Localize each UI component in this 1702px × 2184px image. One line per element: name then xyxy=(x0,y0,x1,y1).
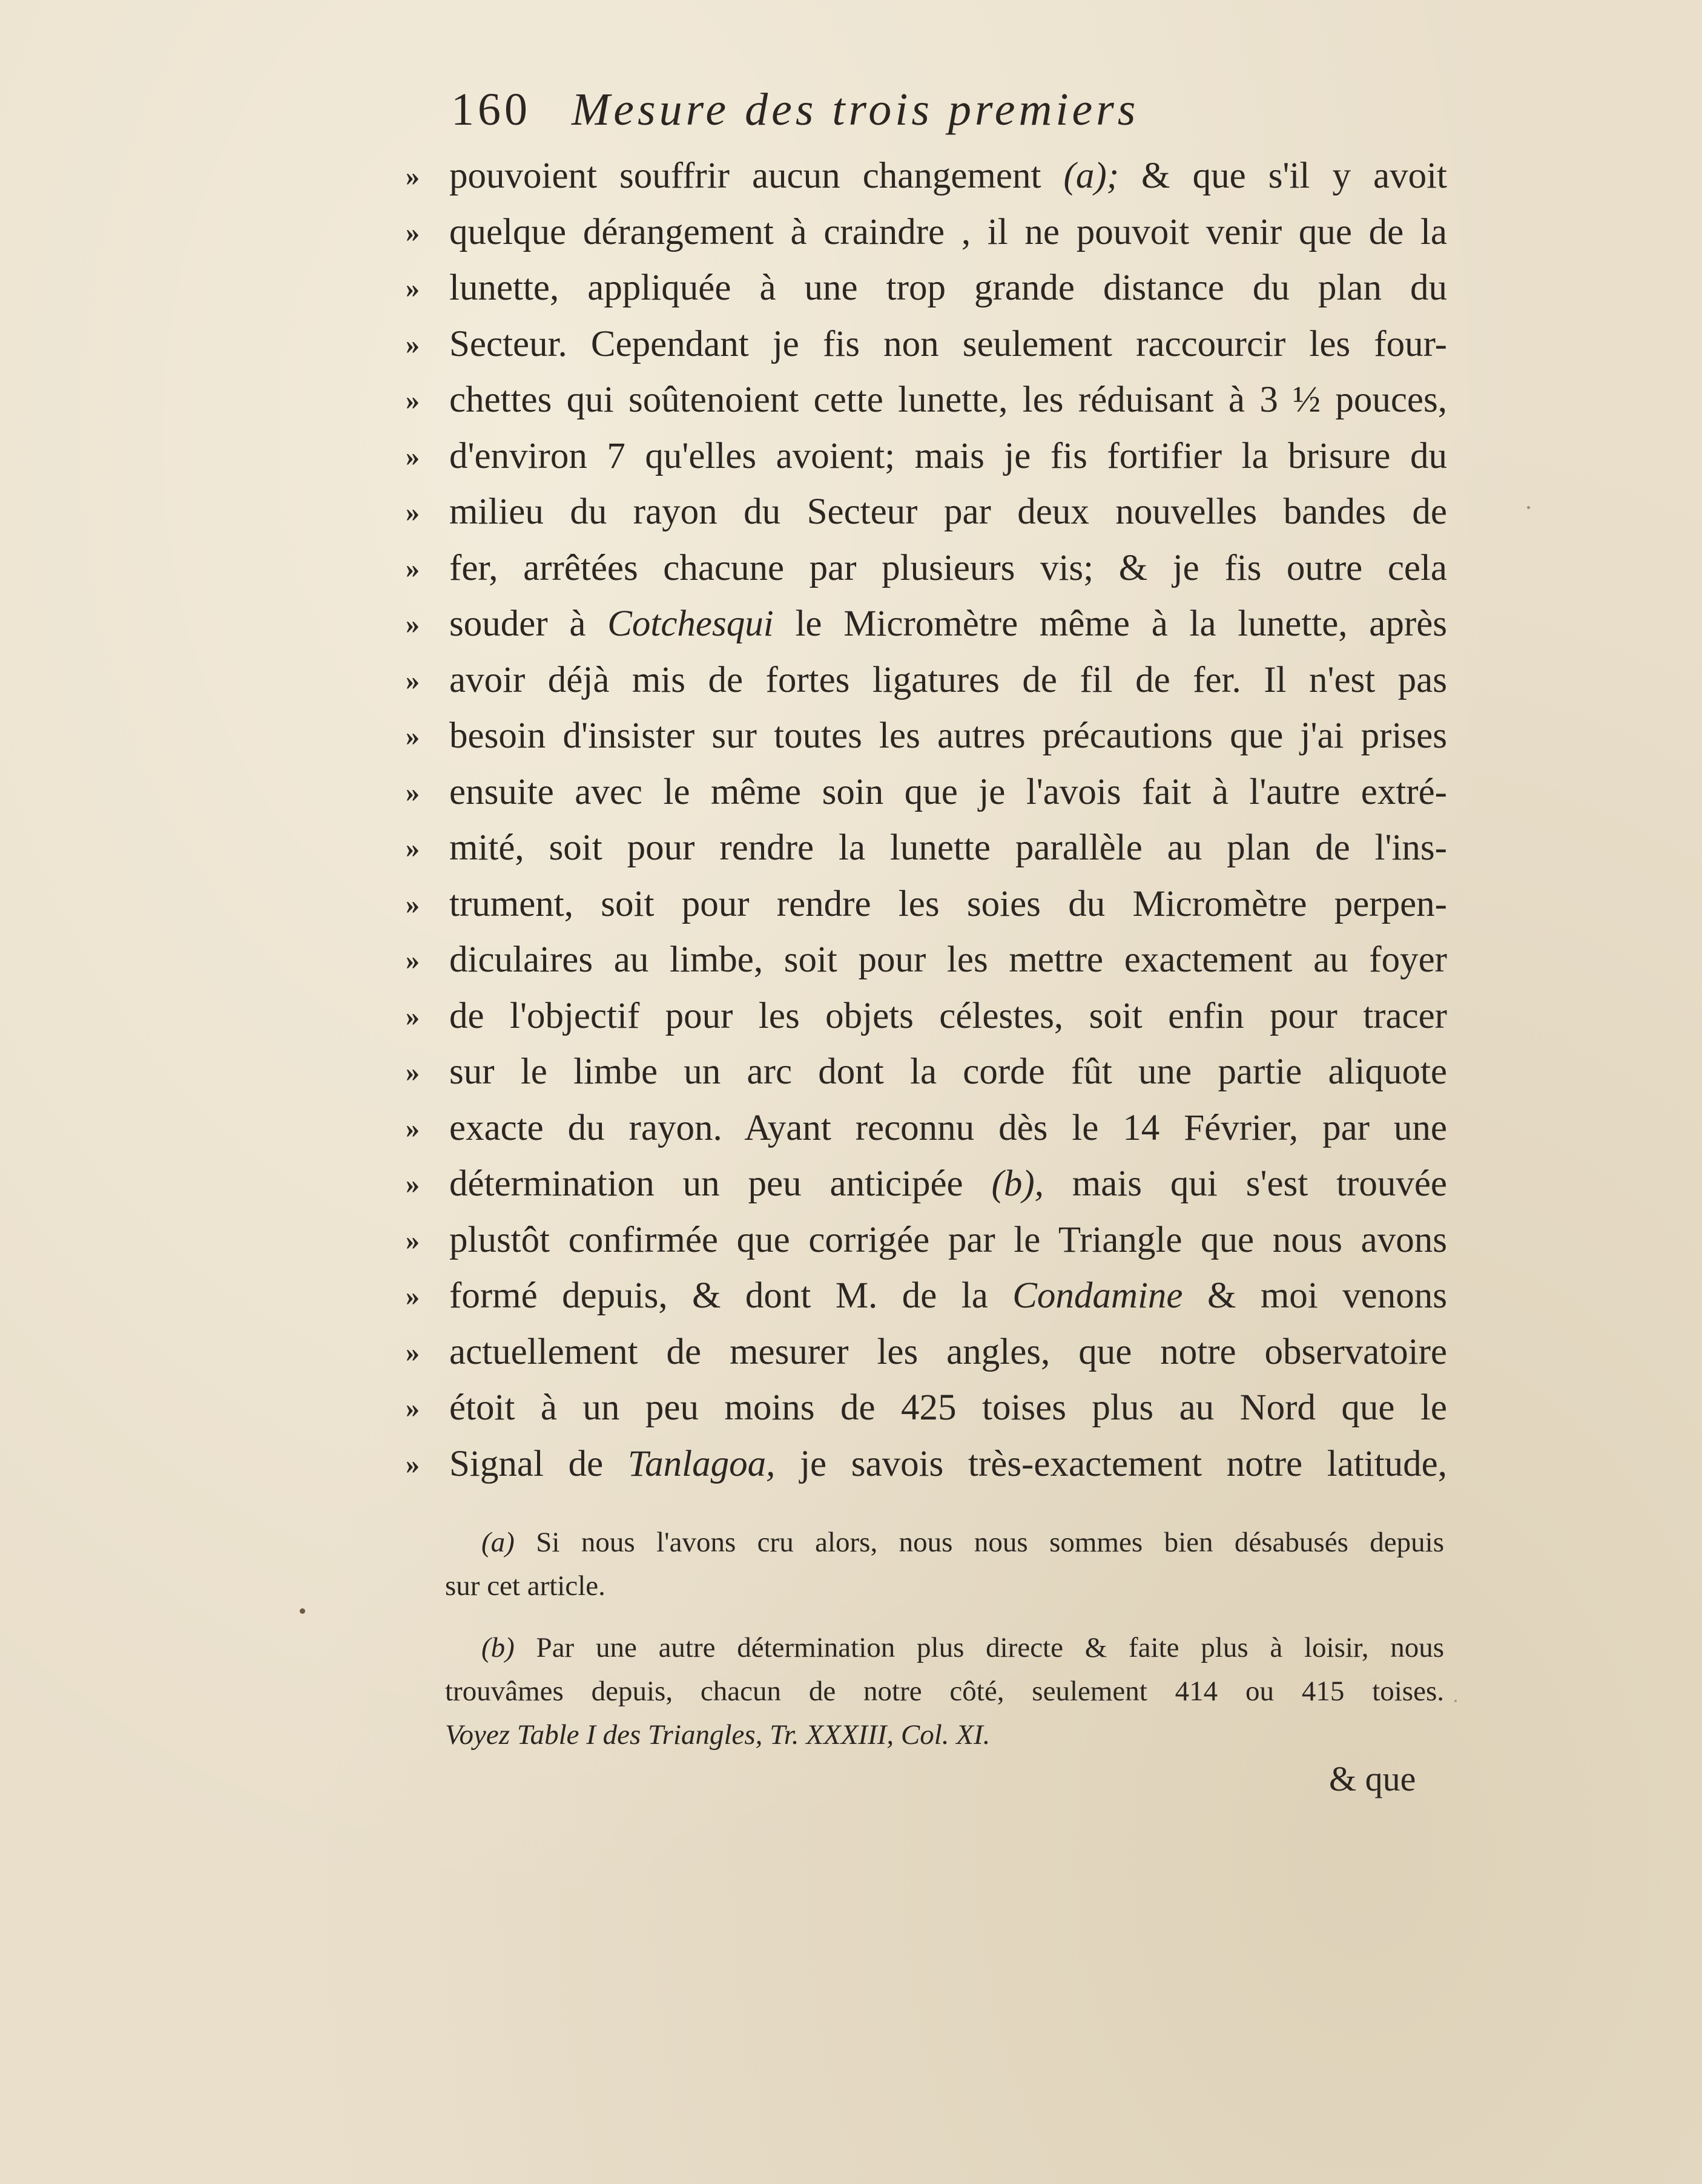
text-line xyxy=(406,765,1447,821)
text-line xyxy=(406,372,1447,429)
footnote-line xyxy=(445,1669,1444,1713)
text-run: ensuite avec le même soin que je l'avois fait à l'autre extré- xyxy=(449,771,1447,812)
text-run: & que s'il y avoit xyxy=(1118,156,1447,196)
text-run: mais qui s'est trouvée xyxy=(1043,1163,1448,1204)
italic-text: (b), xyxy=(991,1163,1044,1204)
quote-mark: » xyxy=(406,608,420,639)
text-run: & moi venons xyxy=(1182,1275,1447,1316)
text-run: pouvoient souffrir aucun changement xyxy=(449,156,1064,196)
italic-text: Tanlagoa, xyxy=(627,1443,776,1484)
text-run: trouvâmes depuis, chacun de notre côté, seulement 414 ou 415 toises. xyxy=(445,1676,1444,1707)
page-number: 160 xyxy=(451,84,531,135)
text-run: Par une autre détermination plus directe & faite plus à loisir, nous xyxy=(514,1632,1444,1663)
text-line xyxy=(406,1268,1447,1324)
italic-text: Voyez Table I des Triangles, Tr. XXXIII, Col. XI. xyxy=(445,1719,991,1751)
text-run: diculaires au limbe, soit pour les mettre exactement au foyer xyxy=(449,939,1447,980)
text-line xyxy=(406,932,1447,988)
quote-mark: » xyxy=(406,720,420,751)
footnotes xyxy=(445,1521,1444,1775)
text-run: souder à xyxy=(449,604,608,644)
text-run: plustôt confirmée que corrigée par le Triangle que nous avons xyxy=(449,1219,1447,1260)
quote-mark: » xyxy=(406,1224,420,1255)
line-text xyxy=(449,317,1447,373)
text-line xyxy=(406,988,1447,1045)
footnote-line xyxy=(445,1713,1444,1757)
line-text xyxy=(449,877,1447,933)
italic-text: Condamine xyxy=(1012,1275,1183,1316)
quote-mark: » xyxy=(406,160,420,191)
line-text xyxy=(449,1436,1447,1493)
quote-mark: » xyxy=(406,440,420,472)
text-line xyxy=(406,1100,1447,1157)
line-text xyxy=(449,205,1447,261)
text-run: fer, arrêtées chacune par plusieurs vis; & je fis outre cela xyxy=(449,547,1447,588)
text-line xyxy=(406,541,1447,597)
quote-mark: » xyxy=(406,1168,420,1199)
text-line xyxy=(406,205,1447,261)
text-line xyxy=(406,708,1447,765)
quote-mark: » xyxy=(406,1448,420,1479)
quote-mark: » xyxy=(406,776,420,807)
quote-mark: » xyxy=(406,1112,420,1143)
line-text xyxy=(449,932,1447,988)
paper-speck xyxy=(1454,1700,1457,1702)
text-line xyxy=(406,820,1447,877)
line-text xyxy=(449,260,1447,317)
text-run: de l'objectif pour les objets célestes, soit enfin pour tracer xyxy=(449,995,1447,1036)
text-line xyxy=(406,1212,1447,1269)
quote-mark: » xyxy=(406,1392,420,1423)
paper-speck xyxy=(300,1608,305,1614)
line-text xyxy=(449,484,1447,541)
line-text xyxy=(449,596,1447,653)
text-line xyxy=(406,653,1447,709)
italic-text: (a) xyxy=(481,1527,515,1558)
text-run: détermination un peu anticipée xyxy=(449,1163,992,1204)
footnote-line xyxy=(445,1564,1444,1608)
quote-mark: » xyxy=(406,272,420,303)
quote-mark: » xyxy=(406,216,420,248)
text-run: exacte du rayon. Ayant reconnu dès le 14 Février, par une xyxy=(449,1107,1447,1148)
main-text xyxy=(406,148,1447,1492)
text-line xyxy=(406,596,1447,653)
quote-mark: » xyxy=(406,1280,420,1311)
text-run: d'environ 7 qu'elles avoient; mais je fis fortifier la brisure du xyxy=(449,435,1447,476)
italic-text: (a); xyxy=(1063,156,1119,196)
running-title: Mesure des trois premiers xyxy=(572,84,1140,135)
quote-mark: » xyxy=(406,888,420,919)
quote-mark: » xyxy=(406,664,420,696)
text-run: chettes qui soûtenoient cette lunette, les réduisant à 3 ½ pouces, xyxy=(449,380,1447,420)
text-run: avoir déjà mis de fortes ligatures de fil de fer. Il n'est pas xyxy=(449,659,1447,700)
footnote-line xyxy=(445,1521,1444,1564)
quote-mark: » xyxy=(406,384,420,415)
footnote xyxy=(445,1521,1444,1608)
text-line xyxy=(406,1380,1447,1436)
italic-text: (b) xyxy=(481,1632,515,1663)
text-run: trument, soit pour rendre les soies du Micromètre perpen- xyxy=(449,883,1447,924)
paper-speck xyxy=(1527,506,1530,509)
text-run: le Micromètre même à la lunette, après xyxy=(773,604,1448,644)
text-line xyxy=(406,317,1447,373)
quote-mark: » xyxy=(406,1056,420,1087)
text-run: lunette, appliquée à une trop grande distance du plan du xyxy=(449,268,1447,308)
line-text xyxy=(449,708,1447,765)
text-line xyxy=(406,1436,1447,1493)
line-text xyxy=(449,988,1447,1045)
text-run: formé depuis, & dont M. de la xyxy=(449,1275,1013,1316)
text-run: étoit à un peu moins de 425 toises plus au Nord que le xyxy=(449,1387,1447,1428)
quote-mark: » xyxy=(406,496,420,527)
quote-mark: » xyxy=(406,1336,420,1367)
text-line xyxy=(406,429,1447,485)
quote-mark: » xyxy=(406,832,420,863)
text-run: actuellement de mesurer les angles, que notre observatoire xyxy=(449,1331,1447,1372)
text-line xyxy=(406,260,1447,317)
text-line xyxy=(406,148,1447,205)
line-text xyxy=(449,653,1447,709)
line-text xyxy=(449,1156,1447,1212)
line-text xyxy=(449,1212,1447,1269)
line-text xyxy=(449,1100,1447,1157)
text-line xyxy=(406,484,1447,541)
text-run: je savois très-exactement notre latitude, xyxy=(775,1443,1447,1484)
text-run: sur le limbe un arc dont la corde fût une partie aliquote xyxy=(449,1051,1447,1092)
line-text xyxy=(449,1268,1447,1324)
text-line xyxy=(406,1044,1447,1100)
quote-mark: » xyxy=(406,552,420,584)
quote-mark: » xyxy=(406,944,420,975)
footnote-line xyxy=(445,1626,1444,1669)
text-line xyxy=(406,877,1447,933)
text-run: besoin d'insister sur toutes les autres précautions que j'ai prises xyxy=(449,715,1447,756)
text-run: quelque dérangement à craindre , il ne pouvoit venir que de la xyxy=(449,211,1447,252)
catchword: & que xyxy=(1329,1759,1416,1798)
quote-mark: » xyxy=(406,1000,420,1031)
line-text xyxy=(449,429,1447,485)
text-line xyxy=(406,1324,1447,1381)
line-text xyxy=(449,1380,1447,1436)
line-text xyxy=(449,148,1447,205)
line-text xyxy=(449,541,1447,597)
text-run: Signal de xyxy=(449,1443,628,1484)
running-header xyxy=(451,84,1329,150)
text-run: sur cet article. xyxy=(445,1570,605,1602)
text-run: milieu du rayon du Secteur par deux nouvelles bandes de xyxy=(449,492,1447,532)
quote-mark: » xyxy=(406,328,420,360)
line-text xyxy=(449,372,1447,429)
line-text xyxy=(449,1044,1447,1100)
text-line xyxy=(406,1156,1447,1212)
text-run: Secteur. Cependant je fis non seulement raccourcir les four- xyxy=(449,323,1447,364)
text-run: mité, soit pour rendre la lunette parallèle au plan de l'ins- xyxy=(449,827,1447,868)
line-text xyxy=(449,820,1447,877)
line-text xyxy=(449,765,1447,821)
footnote xyxy=(445,1626,1444,1757)
text-run: Si nous l'avons cru alors, nous nous sommes bien désabusés depuis xyxy=(514,1527,1444,1558)
line-text xyxy=(449,1324,1447,1381)
italic-text: Cotchesqui xyxy=(607,604,774,644)
